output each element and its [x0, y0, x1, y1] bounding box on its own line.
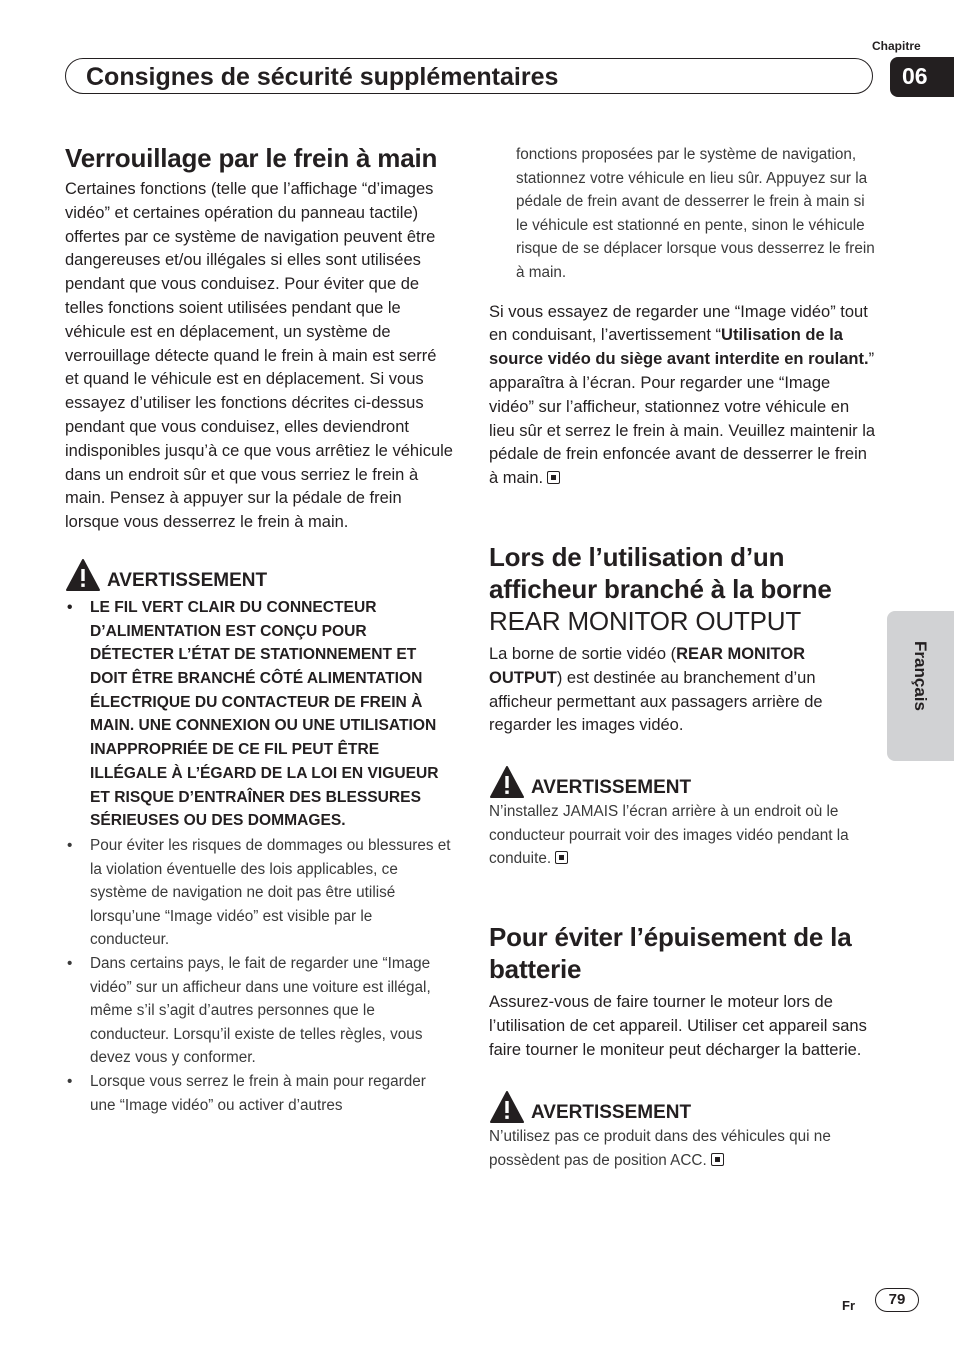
- page-number: 79: [875, 1288, 919, 1312]
- right-column: [489, 143, 877, 1172]
- battery-paragraph: Assurez-vous de faire tourner le moteur lors de l’utilisation de cet appareil. Utiliser cet appareil sans faire tourner le moniteur peut décharger la batterie.: [489, 992, 867, 1059]
- terminal-name: REAR MONITOR OUTPUT: [489, 644, 806, 687]
- list-item: • Pour éviter les risques de dommages ou blessures et la violation éventuelle des lois applicables, ce système de navigation ne doit pas être utilisé lorsqu’une “Image vidéo” est visible par le conducteur.: [65, 834, 453, 952]
- heading-terminal-name: REAR MONITOR OUTPUT: [489, 605, 802, 636]
- heading-battery: Pour éviter l’épuisement de la batterie: [489, 921, 852, 984]
- acc-warning-text: [489, 1125, 877, 1172]
- chapter-label: Chapitre: [872, 39, 921, 53]
- left-column: [65, 142, 453, 1117]
- list-item: • Lorsque vous serrez le frein à main pour regarder une “Image vidéo” ou activer d’autres: [65, 1070, 453, 1117]
- warning-label: AVERTISSEMENT: [531, 1102, 692, 1124]
- end-of-section-icon: [555, 851, 568, 864]
- heading-rear-monitor: [489, 541, 877, 637]
- footer-language-code: Fr: [842, 1298, 855, 1313]
- warning-heading: [489, 1090, 877, 1124]
- warning-triangle-icon: [489, 765, 525, 799]
- heading-text: Lors de l’utilisation d’un afficheur branché à la borne: [489, 541, 832, 604]
- continued-bullet-text: fonctions proposées par le système de navigation, stationnez votre véhicule en lieu sûr. Appuyez sur la pédale de frein avant de desserrer le frein à main si le véhicule est stationné en pente, sinon le véhicule risque de se déplacer lorsque vous desserrez le frein à main.: [516, 146, 875, 281]
- language-tab-label: Français: [911, 641, 930, 711]
- section-title: Consignes de sécurité supplémentaires: [86, 63, 559, 91]
- warning-label: AVERTISSEMENT: [531, 777, 692, 799]
- warning-triangle-icon: [489, 1090, 525, 1124]
- text-span: N’utilisez pas ce produit dans des véhicules qui ne possèdent pas de position ACC.: [489, 1128, 831, 1169]
- end-of-section-icon: [547, 471, 560, 484]
- warning-heading: [65, 558, 453, 592]
- list-item: • LE FIL VERT CLAIR DU CONNECTEUR D’ALIMENTATION EST CONÇU POUR DÉTECTER L’ÉTAT DE STATIONNEMENT ET DOIT ÊTRE BRANCHÉ CÔTÉ ALIMENTATION ÉLECTRIQUE DU CONTACTEUR DE FREIN À MAIN. UNE CONNEXION OU UNE UTILISATION INAPPROPRIÉE DE CE FIL PEUT ÊTRE ILLÉGALE À L’ÉGARD DE LA LOI EN VIGUEUR ET RISQUE D’ENTRAÎNER DES BLESSURES SÉRIEUSES OU DES DOMMAGES.: [65, 596, 453, 833]
- text-span: N’installez JAMAIS l’écran arrière à un endroit où le conducteur pourrait voir des images vidéo pendant la conduite.: [489, 803, 849, 868]
- chapter-number-badge: 06: [890, 57, 954, 97]
- warning-triangle-icon: [65, 558, 101, 592]
- warning-label: AVERTISSEMENT: [107, 569, 268, 591]
- text-span: ” apparaîtra à l’écran. Pour regarder une “Image vidéo” sur l’afficheur, stationnez votre véhicule en lieu sûr et serrez le frein à main. Veuillez maintenir la pédale de frein enfoncée avant de desserrer le frein à main.: [489, 350, 876, 488]
- list-item: • Dans certains pays, le fait de regarder une “Image vidéo” sur un afficheur dans une voiture est illégal, même s’il s’agit d’autres personnes que le conducteur. Lorsqu’il existe de telles règles, vous devez vous y conformer.: [65, 952, 453, 1070]
- rear-screen-warning-text: [489, 800, 877, 871]
- rear-monitor-paragraph: [489, 643, 877, 738]
- heading-handbrake-lock: Verrouillage par le frein à main: [65, 143, 438, 173]
- section-header: [65, 58, 873, 94]
- text-span: ) est destinée au branchement d’un afficheur permettant aux passagers arrière de regarder les images vidéo.: [489, 668, 823, 735]
- text-span: La borne de sortie vidéo (: [489, 644, 677, 663]
- warning-heading: [489, 765, 877, 799]
- text-span: Si vous essayez de regarder une “Image vidéo” tout en conduisant, l’avertissement “: [489, 302, 868, 345]
- warning-bullet-list: [65, 596, 453, 1117]
- handbrake-intro-paragraph: Certaines fonctions (telle que l’affichage “d’images vidéo” et certaines opération du panneau tactile) offertes par ce système de navigation peuvent être dangereuses et/ou illégales si elles sont utilisées pendant que vous conduisez. Pour éviter que de telles fonctions soient utilisées pendant que le véhicule est en déplacement, un système de verrouillage détecte quand le frein à main est serré et quand le véhicule est en déplacement. Si vous essayez d’utiliser les fonctions décrites ci-dessus pendant que vous conduisez, elles deviendront indisponibles jusqu’à ce que vous arrêtiez le véhicule dans un endroit sûr et que vous serriez le frein à main. Pensez à appuyer sur la pédale de frein lorsque vous desserrez le frein à main.: [65, 180, 453, 532]
- onscreen-warning-message: Utilisation de la source vidéo du siège avant interdite en roulant.: [489, 326, 869, 369]
- end-of-section-icon: [711, 1153, 724, 1166]
- video-warning-paragraph: [489, 301, 877, 491]
